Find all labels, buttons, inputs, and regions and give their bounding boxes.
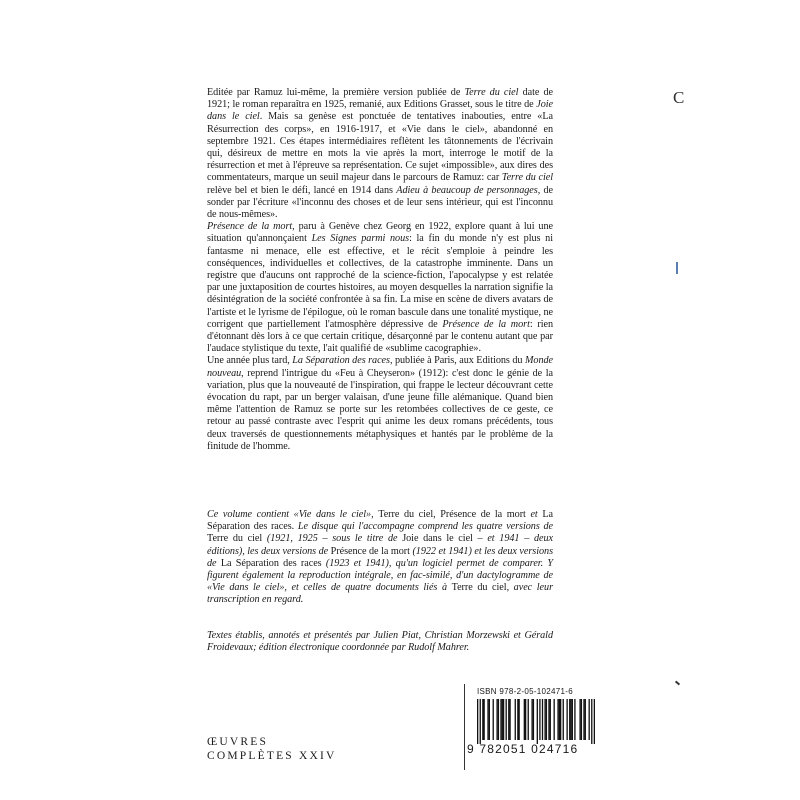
barcode-bar [560, 699, 561, 740]
barcode-bar [569, 699, 570, 740]
summary-text [207, 87, 553, 453]
text-run: Présence de la mort [330, 545, 413, 557]
italic-text-run: Terre du ciel [464, 87, 519, 98]
barcode-bar [508, 699, 509, 740]
barcode-bar [482, 699, 483, 740]
barcode-bar [581, 699, 582, 740]
barcode-bar [566, 699, 567, 740]
barcode-bar [489, 699, 490, 740]
barcode-bar [517, 699, 518, 740]
barcode-bar [502, 699, 503, 740]
barcode-bar [554, 699, 555, 740]
summary-paragraph-2 [207, 221, 553, 355]
barcode-bar [515, 699, 516, 740]
italic-text-run: et [530, 509, 543, 520]
barcode-bar [548, 699, 549, 740]
text-run: , publiée à Paris, aux Editions du [389, 355, 525, 367]
barcode-bar [570, 699, 571, 740]
text-run: Terre du ciel [207, 533, 267, 545]
text-run: relève bel et bien le défi, lancé en 1914 dans [207, 184, 397, 196]
text-run: , de sonder par l'écriture «l'inconnu des choses et de leur sens intérieur, qui est l'inconnu de nous-mêmes». [207, 184, 554, 221]
barcode-bar [594, 699, 595, 744]
text-run: date de 1921; le roman reparaîtra en 1925, remanié, aux Editions Grasset, sous le titre de [207, 87, 553, 111]
barcode-bar [563, 699, 564, 740]
barcode-bar [509, 699, 510, 740]
barcode-bar [480, 699, 481, 744]
italic-text-run: (1923 et 1941), qu'un logiciel permet de comparer. Y figurent également la reproduction intégrale, en fac-similé, d'un dactylogramme de «Vie dans le ciel», et celles de quatre documents liés à [207, 557, 553, 594]
text-run: Editée par Ramuz lui-même, la première version publiée de [207, 87, 465, 98]
text-run: : la fin du monde n'y est plus ni fantasme ni menace, elle est effective, et le récit s'emploie à peindre les conséquences, individuelles et collectives, de la catastrophe imminente. Dans un registre que d'aucuns ont rapproché de la science-fiction, l'apocalypse y est relatée par une juxtaposition de courtes histoires, au moyen desquelles la narration signifie la désintégration de la société confrontée à sa fin. La mise en scène de divers avatars de l'artiste et le lyrisme de l'épilogue, où le roman bascule dans une tonalité mystique, ne corrigent que partiellement l'atmosphère dépressive de [207, 233, 553, 330]
barcode-bar [503, 699, 504, 740]
barcode-bar [546, 699, 547, 740]
text-run: La Séparation des races [220, 557, 326, 569]
text-run: Terre du ciel [451, 582, 507, 594]
italic-text-run: Ce volume contient «Vie dans le ciel», [207, 509, 379, 520]
margin-mark: C [673, 88, 685, 107]
barcode-bar [537, 699, 538, 744]
barcode-bar [557, 699, 558, 740]
barcode-bar [496, 699, 497, 740]
italic-text-run: Les Signes parmi nous [311, 233, 410, 245]
italic-text-run: – et 1941 – deux éditions), les deux versions de [207, 533, 553, 557]
italic-text-run: Adieu à beaucoup de personnages [396, 184, 538, 196]
series-title [207, 735, 337, 763]
italic-text-run: Joie dans le ciel [207, 99, 553, 123]
text-run: : rien d'étonnant dès lors à ce que certain critique, désarçonné par le contenu autant que par l'audace stylistique du texte, l'ait qualifié de «sublime cacographie». [207, 318, 554, 355]
volume-contents [207, 509, 553, 607]
barcode-bar [533, 699, 534, 740]
barcode-bar [572, 699, 573, 740]
barcode-bar [539, 699, 540, 740]
italic-text-run: Présence de la mort [207, 221, 293, 233]
barcode [477, 699, 595, 744]
barcode-bar [498, 699, 499, 740]
italic-text-run: La Séparation des races [292, 355, 390, 367]
italic-text-run: Monde nouveau [207, 355, 554, 379]
barcode-bar [518, 699, 519, 740]
barcode-bar [583, 699, 584, 740]
summary-paragraph-3 [207, 355, 553, 453]
text-run: , paru à Genève chez Georg en 1922, explore quant à lui une situation qu'annonçaient [207, 221, 553, 245]
barcode-bar [525, 699, 526, 740]
barcode-bar [542, 699, 543, 740]
barcode-bar [493, 699, 494, 740]
barcode-bar [585, 699, 586, 740]
editors-credits: Textes établis, annotés et présentés par Julien Piat, Christian Morzewski et Gérald Froidevaux; édition électronique coordonnée par Rudolf Mahrer. [207, 630, 553, 654]
text-run: , reprend l'intrigue du «Feu à Cheyseron» (1912): c'est donc le génie de la variation, plus que la nouveauté de l'inspiration, qui frappe le lecteur découvrant cette évocation du rapt, par un berger valaisan, d'une jeune fille alémanique. Quand bien même l'attention de Ramuz se porte sur les retombées collectives de ce geste, ce retour au passé contraste avec l'esprit qui anime les deux romans précédents, tous deux traversés de questionnements métaphysiques et hantés par le problème de la finitude de l'homme. [207, 367, 553, 452]
summary-paragraph-1 [207, 87, 553, 221]
barcode-bar [591, 699, 592, 744]
barcode-bar [500, 699, 501, 740]
italic-text-run: , avec leur transcription en regard. [207, 582, 553, 606]
margin-bracket [676, 262, 678, 274]
barcode-bar [579, 699, 580, 740]
italic-text-run: Terre du ciel [501, 172, 553, 184]
isbn-barcode-block [464, 684, 599, 770]
italic-text-run: (1921, 1925 – sous le titre de [266, 533, 403, 545]
text-run: Une année plus tard, [207, 355, 293, 367]
barcode-bar [477, 699, 478, 744]
italic-text-run: (1922 et 1941) et les deux versions de [207, 545, 553, 569]
barcode-number: 9 782051 024716 [467, 742, 579, 756]
italic-text-run: Présence de la mort [442, 318, 530, 330]
barcode-bar [544, 699, 545, 740]
barcode-bar [487, 699, 488, 740]
barcode-bar [524, 699, 525, 740]
barcode-bar [559, 699, 560, 740]
contents-paragraph [207, 509, 553, 607]
series-line-1: ŒUVRES [207, 736, 269, 748]
italic-text-run: Le disque qui l'accompagne comprend les quatre versions de [297, 521, 554, 533]
barcode-bar [528, 699, 529, 740]
barcode-bar [589, 699, 590, 740]
text-run: . Mais sa genèse est ponctuée de tentatives inabouties, entre «La Résurrection des corps», en 1916-1917, et «Vie dans le ciel», abandonné en septembre 1921. Ces étapes intermédiaires reflètent les tâtonnements de l'écrivain qui, désireux de mettre en mots la vie après la mort, interroge le motif de la résurrection et met à l'épreuve sa représentation. Ce sujet «impossible», aux dires des commentateurs, marque un seuil majeur dans le parcours de Ramuz: car [207, 111, 553, 184]
isbn-label: ISBN 978-2-05-102471-6 [477, 687, 573, 696]
barcode-bar [531, 699, 532, 740]
series-line-2: COMPLÈTES XXIV [207, 750, 337, 762]
barcode-bar [550, 699, 551, 740]
text-run: Joie dans le ciel [402, 533, 478, 545]
margin-tick [675, 681, 680, 686]
barcode-bar [483, 699, 484, 740]
barcode-bar [574, 699, 575, 740]
barcode-bar [506, 699, 507, 740]
text-run: La Séparation des races. [207, 509, 553, 533]
text-run: Terre du ciel, Présence de la mort [378, 509, 531, 520]
